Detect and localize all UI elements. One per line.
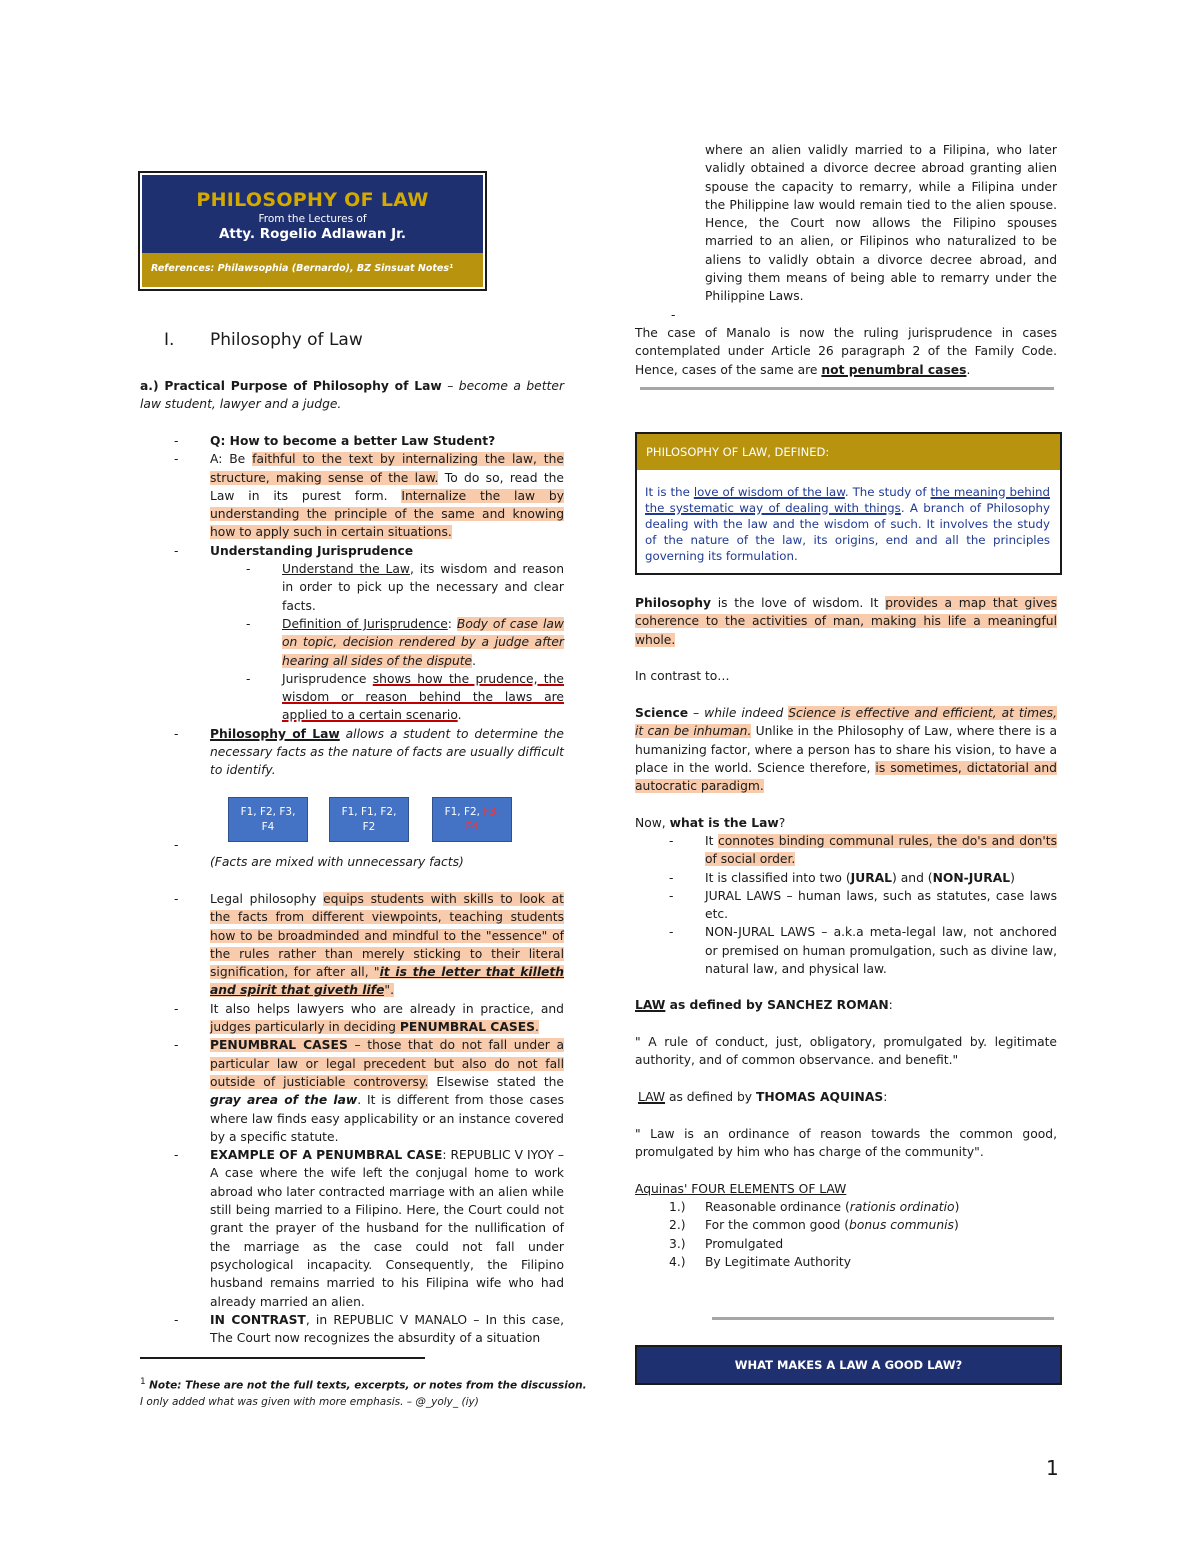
fact-box-3 xyxy=(432,797,512,842)
law4-text: NON-JURAL LAWS – a.k.a meta-legal law, not anchored or premised on human promulgation, such as divine law, natural law, and physical law. xyxy=(705,925,1057,977)
sanchez-heading xyxy=(635,996,893,1014)
fact-box-line: F1, F2, F3, xyxy=(240,806,296,818)
fact-box-1 xyxy=(228,797,308,842)
left-list-2 xyxy=(174,890,564,1347)
sanchez-quote: " A rule of conduct, just, obligatory, promulgated by. legitimate authority, and of common observance. and benefit." xyxy=(635,1035,1057,1068)
answer-highlight-1: faithful to the text by internalizing the law, the structure, making sense of the law. xyxy=(210,452,564,485)
legal-highlight: equips students with skills to look at the facts from different viewpoints, teaching students how to be broadminded and mindful to the "essence" of the rules rather than merely sticking to their literal signification, for after all, " xyxy=(210,892,564,980)
element-text: By Legitimate Authority xyxy=(705,1254,852,1269)
example-label: EXAMPLE OF A PENUMBRAL CASE xyxy=(210,1148,443,1163)
sub1-rest: , its wisdom and reason in order to pick up the necessary and clear facts. xyxy=(282,562,565,613)
manalo-end: . xyxy=(966,362,971,377)
philosophy-highlight: provides a map that gives coherence to the activities of man, making his life a meaningful whole. xyxy=(635,596,1057,647)
def-underlined-1: love of wisdom of the law xyxy=(693,485,845,499)
fact-box-line xyxy=(433,805,511,820)
aquinas-colon: : xyxy=(883,1090,888,1104)
def-text: . The study of xyxy=(844,485,931,499)
manalo-paragraph xyxy=(635,324,1057,379)
in-contrast: In contrast to… xyxy=(635,669,730,683)
penumbral-label: PENUMBRAL CASES xyxy=(210,1038,348,1053)
element-text: Promulgated xyxy=(705,1236,784,1251)
def-text: It is the xyxy=(645,485,694,499)
intro-label: a.) Practical Purpose of Philosophy of Law xyxy=(140,379,442,393)
law2-nonjural: NON-JURAL xyxy=(932,870,1011,885)
law2-jural: JURAL xyxy=(850,870,893,885)
science-mid: Unlike in the Philosophy of Law, where there is a humanizing factor, where a person has to share his vision, to have a place in the world. Science therefore, xyxy=(635,724,1057,775)
sanchez-colon: : xyxy=(888,998,893,1012)
right-continuation: where an alien validly married to a Filipina, who later validly obtained a divorce decree abroad granting alien spouse the capacity to remarry, while a Filipina under the Philippine law would remain tied to the alien spouse. Hence, the Court now allows the Filipino spouses married to an alien, or Filipinos who naturalized to be aliens to validly obtain a divorce decree abroad, and giving them means of being able to remarry under the Philippine Laws. xyxy=(705,143,1057,304)
definition-body xyxy=(645,484,1050,564)
def-underlined-2: the meaning behind the systematic way of dealing with things xyxy=(645,485,1050,515)
footnote xyxy=(140,1374,587,1410)
list-item: - Q: How to become a better Law Student? xyxy=(174,434,496,448)
law3-text: JURAL LAWS – human laws, such as statutes, case laws etc. xyxy=(705,888,1057,922)
legal-quote: it is the letter that killeth and spirit that giveth life xyxy=(210,965,565,998)
list-item xyxy=(669,1235,1057,1253)
list-item: - Legal philosophy equips students with skills to look at the facts from different viewpoints, teaching students how to be broadminded and mindful to the "essence" of the rules rather than merely sticking to their literal signification, for after all, "it is the letter that killeth and spirit that giveth life". xyxy=(174,892,565,998)
references-text: References: Philawsophia (Bernardo), BZ Sinsuat Notes¹ xyxy=(151,263,454,274)
aquinas-text: as defined by xyxy=(665,1090,756,1104)
manalo-text: The case of Manalo is now the ruling jurisprudence in cases contemplated under Article 26 paragraph 2 of the Family Code. Hence, cases of the same are xyxy=(635,326,1057,377)
left-list xyxy=(174,432,564,780)
list-item: - IN CONTRAST, in REPUBLIC V MANALO – In this case, The Court now recognizes the absurdity of a situation xyxy=(174,1312,564,1346)
science-highlight-2: is sometimes, dictatorial and autocratic paradigm. xyxy=(635,760,1057,794)
list-item xyxy=(669,1216,1057,1234)
definition-header xyxy=(637,434,1060,470)
aquinas-law: LAW xyxy=(638,1090,666,1104)
phil-law-label: Philosophy of Law xyxy=(210,726,340,741)
also-bold: PENUMBRAL CASES xyxy=(399,1020,535,1035)
aquinas-quote: " Law is an ordinance of reason towards the common good, promulgated by him who has charge of the community". xyxy=(635,1127,1057,1160)
list-item xyxy=(669,1198,1057,1216)
sanchez-text: as defined by SANCHEZ ROMAN xyxy=(665,998,889,1012)
title-banner xyxy=(142,175,483,253)
fact-box-red-text: F3, xyxy=(483,806,500,818)
element-number: 4.) xyxy=(669,1254,686,1269)
element-latin: bonus communis xyxy=(849,1218,954,1233)
now-heading xyxy=(635,814,785,832)
elements-title: Aquinas' FOUR ELEMENTS OF LAW xyxy=(635,1182,847,1196)
list-item: - Philosophy of Law allows a student to determine the necessary facts as the nature of facts are usually difficult to identify. xyxy=(174,726,564,778)
question-text: Q: How to become a better Law Student? xyxy=(210,434,496,448)
fact-box-2 xyxy=(329,797,409,842)
dash-mark: - xyxy=(671,308,676,322)
penumbral-gray-area: gray area of the law xyxy=(210,1093,358,1108)
list-item: - PENUMBRAL CASES – those that do not fall under a particular law or legal precedent but also do not fall outside of justiciable controversy. Elsewise stated the gray area of the law. It is different from those cases where law finds easy applicability or an instance covered by a specific statute. xyxy=(174,1038,565,1144)
references-banner xyxy=(142,253,483,287)
contrast-label: IN CONTRAST xyxy=(210,1312,306,1327)
list-item xyxy=(669,1253,1057,1271)
title-box xyxy=(138,171,487,291)
science-paragraph xyxy=(635,704,1057,795)
footnote-text-2: I only added what was given with more emphasis. – @_yoly_ (iy) xyxy=(140,1395,479,1408)
fact-box-line: F4 xyxy=(261,821,275,833)
element-text: Reasonable ordinance ( xyxy=(705,1200,850,1214)
element-text: For the common good ( xyxy=(705,1218,850,1233)
legal-end: ". xyxy=(384,983,394,998)
sub-item: - Understand the Law, its wisdom and reason in order to pick up the necessary and clear facts. xyxy=(246,562,565,613)
aquinas-heading xyxy=(638,1088,887,1106)
sub3-red-underline: shows how the prudence, the wisdom or reason behind the laws are applied to a certain scenario xyxy=(282,671,564,723)
sub-item: - Definition of Jurisprudence: Body of case law on topic, decision rendered by a judge after hearing all sides of the dispute. xyxy=(246,616,564,668)
doc-title: PHILOSOPHY OF LAW xyxy=(196,189,429,211)
aquinas-name: THOMAS AQUINAS xyxy=(756,1090,884,1104)
now-end: ? xyxy=(778,816,786,830)
penumbral-end: . It is different from those cases where law finds easy applicability or an instance covered by a specific statute. xyxy=(210,1093,564,1144)
also-start: It also helps lawyers who are already in practice, and xyxy=(210,1001,564,1016)
page-number: 1 xyxy=(1046,1456,1059,1480)
lecture-from: From the Lectures of xyxy=(258,213,367,225)
def-text: . A branch of Philosophy dealing with the law and the wisdom of such. It involves the study of the nature of the law, its origins, end and all the principles governing its formulation. xyxy=(645,501,1050,563)
facts-note: (Facts are mixed with unnecessary facts) xyxy=(210,855,464,869)
fact-box-text: F1, F2, xyxy=(444,806,484,818)
footnote-text-1: Note: These are not the full texts, excerpts, or notes from the discussion. xyxy=(149,1379,587,1392)
law2-mid: ) and ( xyxy=(892,870,933,885)
section-heading: Philosophy of Law xyxy=(210,330,363,350)
penumbral-highlight: those that do not fall under a particular law or legal precedent but also do not fall outside of justiciable controversy. xyxy=(210,1038,565,1089)
list-item: - A: Be faithful to the text by internalizing the law, the structure, making sense of the law. To do so, read the Law in its purest form. Internalize the law by understanding the principle of the same and knowing how to apply such in certain situations. xyxy=(174,452,564,540)
science-label: Science xyxy=(635,706,689,720)
dash-mark: - xyxy=(174,838,179,852)
list-item: - It is classified into two (JURAL) and (NON-JURAL) xyxy=(669,870,1015,885)
element-latin: rationis ordinatio xyxy=(849,1200,955,1214)
example-rest: : REPUBLIC V IYOY – A case where the wife left the conjugal home to work abroad who later contracted marriage with an alien while still being married to a Filipino. Here, the Court could not grant the prayer of the husband for the nullification of the marriage as the case could not fall under psychological incapacity. Consequently, the Filipino husband remains married to his Filipina wife who had already married an alien. xyxy=(210,1148,564,1309)
element-end: ) xyxy=(954,1200,960,1214)
now-text: Now, xyxy=(635,816,670,830)
intro-paragraph xyxy=(140,377,564,414)
list-item: - JURAL LAWS – human laws, such as statutes, case laws etc. xyxy=(669,888,1057,922)
answer-prefix: A: Be xyxy=(210,452,253,467)
science-dash: – xyxy=(688,706,705,720)
penumbral-dash: – xyxy=(347,1038,368,1053)
fact-box-red-text: F4 xyxy=(465,821,479,833)
list-item: - EXAMPLE OF A PENUMBRAL CASE: REPUBLIC V IYOY – A case where the wife left the conjugal home to work abroad who later contracted marriage with an alien while still being married to a Filipino. Here, the Court could not grant the prayer of the husband for the nullification of the marriage as the case could not fall under psychological incapacity. Consequently, the Filipino husband remains married to his Filipina wife who had already married an alien. xyxy=(174,1148,564,1309)
elements-list xyxy=(669,1198,1057,1271)
definition-box xyxy=(635,432,1062,575)
author-name: Atty. Rogelio Adlawan Jr. xyxy=(218,226,407,242)
list-item: - It connotes binding communal rules, the do's and don'ts of social order. xyxy=(669,834,1058,867)
sub2-underlined: Definition of Jurisprudence xyxy=(282,616,448,631)
list-item: - Understanding Jurisprudence xyxy=(174,543,414,558)
law2-end: ) xyxy=(1010,870,1015,885)
understanding-heading: Understanding Jurisprudence xyxy=(210,543,414,558)
intro-rest: – become a better law student, lawyer and a judge. xyxy=(140,379,564,412)
sub1-underlined: Understand the Law xyxy=(282,562,410,577)
science-highlight: Science is effective and efficient, at times, it can be inhuman. xyxy=(635,706,1057,739)
philosophy-label: Philosophy xyxy=(635,596,711,610)
divider xyxy=(640,387,1054,390)
list-item: - It also helps lawyers who are already in practice, and judges particularly in deciding PENUMBRAL CASES. xyxy=(174,1001,564,1035)
philosophy-paragraph xyxy=(635,594,1057,649)
science-italic: while indeed xyxy=(704,706,789,720)
law1-text: It xyxy=(705,834,719,848)
law-list xyxy=(669,832,1057,978)
divider xyxy=(712,1317,1054,1320)
philosophy-text: is the love of wisdom. It xyxy=(711,596,886,610)
section-number: I. xyxy=(164,330,175,350)
sub2-highlight: Body of case law on topic, decision rendered by a judge after hearing all sides of the dispute xyxy=(282,616,564,668)
element-number: 2.) xyxy=(669,1218,686,1233)
penumbral-mid: Elsewise stated the xyxy=(428,1074,564,1089)
law1-highlight: connotes binding communal rules, the do's and don'ts of social order. xyxy=(705,834,1058,867)
footnote-number: 1 xyxy=(140,1377,146,1387)
sub-list xyxy=(174,560,564,725)
element-end: ) xyxy=(953,1218,959,1233)
fact-box-line: F1, F1, F2, xyxy=(341,806,397,818)
now-bold: what is the Law xyxy=(669,816,779,830)
answer-highlight-2: Internalize the law by understanding the principle of the same and knowing how to apply such in certain situations. xyxy=(210,488,564,540)
element-number: 3.) xyxy=(669,1236,686,1251)
legal-start: Legal philosophy xyxy=(210,892,324,906)
sanchez-law: LAW xyxy=(635,998,666,1012)
answer-mid: To do so, read the Law in its purest form. xyxy=(210,470,564,503)
phil-law-rest: allows a student to determine the necessary facts as the nature of facts are usually difficult to identify. xyxy=(210,726,564,778)
law2-text: It is classified into two ( xyxy=(705,870,851,885)
footnote-line-1 xyxy=(140,1374,587,1394)
sub-item: - Jurisprudence shows how the prudence, the wisdom or reason behind the laws are applied to a certain scenario. xyxy=(246,671,564,723)
also-highlight: judges particularly in deciding xyxy=(210,1020,400,1035)
sub3-start: Jurisprudence xyxy=(282,671,373,686)
good-law-banner: WHAT MAKES A LAW A GOOD LAW? xyxy=(635,1345,1062,1385)
not-penumbral: not penumbral cases xyxy=(821,362,967,377)
definition-header-text: PHILOSOPHY OF LAW, DEFINED: xyxy=(646,445,830,459)
fact-box-line: F2 xyxy=(362,821,376,833)
footnote-rule xyxy=(140,1357,425,1359)
list-item: - NON-JURAL LAWS – a.k.a meta-legal law, not anchored or premised on human promulgation, such as divine law, natural law, and physical law. xyxy=(669,925,1057,977)
contrast-rest: , in REPUBLIC V MANALO – In this case, The Court now recognizes the absurdity of a situation xyxy=(210,1312,564,1346)
element-number: 1.) xyxy=(669,1200,686,1214)
